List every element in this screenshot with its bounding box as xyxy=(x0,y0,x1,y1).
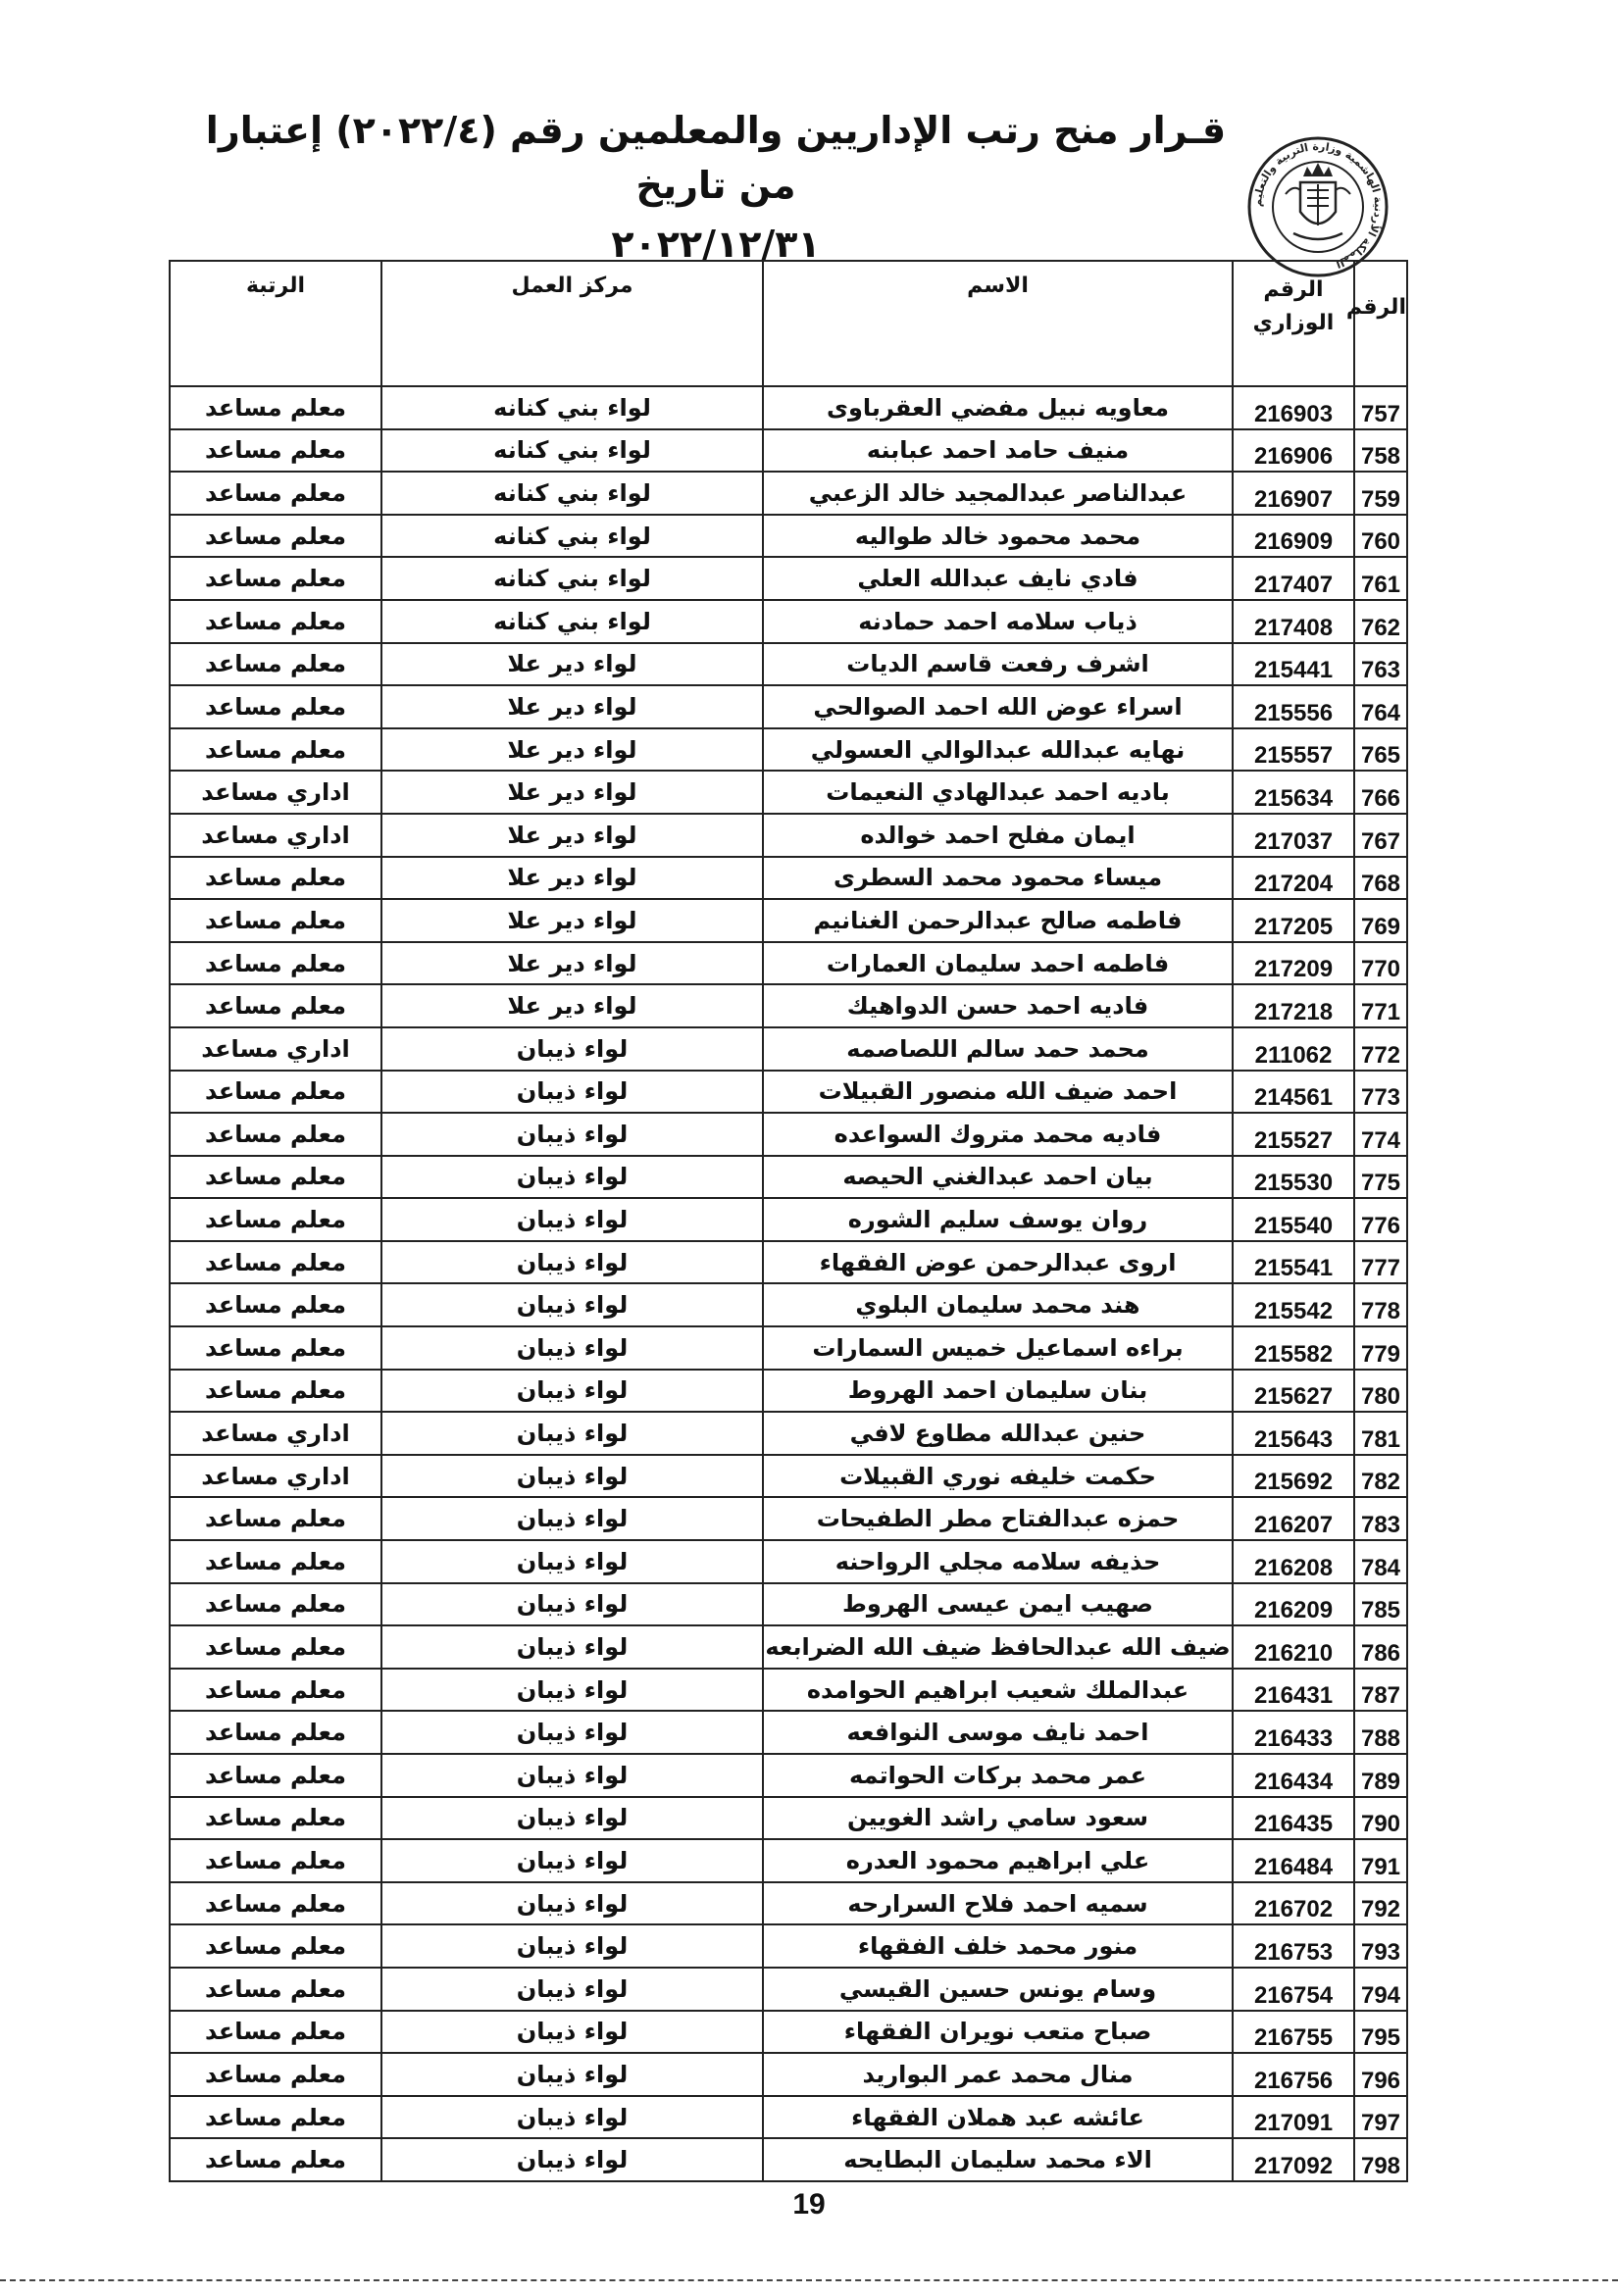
page-number: 19 xyxy=(792,2188,826,2221)
table-row xyxy=(170,1625,1407,1669)
row-name: فاطمه احمد سليمان العمارات xyxy=(763,942,1233,985)
table-row xyxy=(170,1370,1407,1413)
table-row xyxy=(170,685,1407,728)
row-rank: معلم مساعد xyxy=(170,2138,381,2181)
row-name: منور محمد خلف الفقهاء xyxy=(763,1924,1233,1968)
row-work-center: لواء ذيبان xyxy=(381,1241,763,1284)
row-rank: معلم مساعد xyxy=(170,2096,381,2139)
row-seq: 779 xyxy=(1354,1326,1407,1370)
row-name: ضيف الله عبدالحافظ ضيف الله الضرابعه xyxy=(763,1625,1233,1669)
row-rank: معلم مساعد xyxy=(170,1370,381,1413)
row-ministry-number: 215441 xyxy=(1233,643,1354,686)
row-rank: معلم مساعد xyxy=(170,942,381,985)
row-ministry-number: 216433 xyxy=(1233,1711,1354,1754)
emblem-ring-text: المملكة الأردنية الهاشمية وزارة التربية والتعليم xyxy=(1250,139,1386,271)
row-seq: 774 xyxy=(1354,1113,1407,1156)
row-seq: 761 xyxy=(1354,557,1407,600)
row-rank: معلم مساعد xyxy=(170,1326,381,1370)
row-seq: 785 xyxy=(1354,1583,1407,1626)
row-name: علي ابراهيم محمود العدره xyxy=(763,1839,1233,1882)
row-work-center: لواء دير علا xyxy=(381,643,763,686)
row-ministry-number: 216756 xyxy=(1233,2053,1354,2096)
row-seq: 765 xyxy=(1354,728,1407,772)
row-name: روان يوسف سليم الشوره xyxy=(763,1198,1233,1241)
footer-divider xyxy=(0,2279,1618,2281)
row-work-center: لواء ذيبان xyxy=(381,1113,763,1156)
row-name: وسام يونس حسين القيسي xyxy=(763,1968,1233,2011)
row-rank: اداري مساعد xyxy=(170,1027,381,1071)
row-name: منيف حامد احمد عبابنه xyxy=(763,429,1233,473)
row-name: اروى عبدالرحمن عوض الفقهاء xyxy=(763,1241,1233,1284)
row-work-center: لواء دير علا xyxy=(381,942,763,985)
row-seq: 762 xyxy=(1354,600,1407,643)
row-name: معاويه نبيل مفضي العقرباوى xyxy=(763,386,1233,429)
row-rank: معلم مساعد xyxy=(170,386,381,429)
row-ministry-number: 217091 xyxy=(1233,2096,1354,2139)
row-seq: 794 xyxy=(1354,1968,1407,2011)
row-ministry-number: 217209 xyxy=(1233,942,1354,985)
row-name: بيان احمد عبدالغني الحيصه xyxy=(763,1156,1233,1199)
row-seq: 769 xyxy=(1354,899,1407,942)
title-line-2-date: ٢٠٢٢/١٢/٣١ xyxy=(611,223,821,266)
table-row xyxy=(170,643,1407,686)
row-work-center: لواء ذيبان xyxy=(381,1071,763,1114)
table-row xyxy=(170,2053,1407,2096)
row-ministry-number: 216210 xyxy=(1233,1625,1354,1669)
row-work-center: لواء ذيبان xyxy=(381,1968,763,2011)
row-ministry-number: 215541 xyxy=(1233,1241,1354,1284)
row-ministry-number: 217205 xyxy=(1233,899,1354,942)
row-rank: اداري مساعد xyxy=(170,814,381,857)
table-row xyxy=(170,429,1407,473)
document-title xyxy=(196,103,1236,272)
row-ministry-number: 216753 xyxy=(1233,1924,1354,1968)
row-rank: معلم مساعد xyxy=(170,472,381,515)
row-work-center: لواء دير علا xyxy=(381,728,763,772)
promotions-table xyxy=(169,260,1408,2182)
table-row xyxy=(170,1540,1407,1583)
row-name: باديه احمد عبدالهادي النعيمات xyxy=(763,771,1233,814)
row-work-center: لواء ذيبان xyxy=(381,1540,763,1583)
row-seq: 783 xyxy=(1354,1497,1407,1540)
row-ministry-number: 215627 xyxy=(1233,1370,1354,1413)
row-name: عبدالناصر عبدالمجيد خالد الزعبي xyxy=(763,472,1233,515)
row-work-center: لواء ذيبان xyxy=(381,1882,763,1925)
row-rank: معلم مساعد xyxy=(170,429,381,473)
header-work-center: مركز العمل xyxy=(381,261,763,386)
row-seq: 782 xyxy=(1354,1455,1407,1498)
row-work-center: لواء دير علا xyxy=(381,984,763,1027)
row-name: عمر محمد بركات الحواتمه xyxy=(763,1754,1233,1797)
row-seq: 786 xyxy=(1354,1625,1407,1669)
row-ministry-number: 216755 xyxy=(1233,2011,1354,2054)
ministry-emblem-icon xyxy=(1246,135,1390,278)
table-row xyxy=(170,1455,1407,1498)
row-work-center: لواء ذيبان xyxy=(381,1711,763,1754)
table-row xyxy=(170,771,1407,814)
table-row xyxy=(170,1198,1407,1241)
table-body xyxy=(170,386,1407,2181)
row-ministry-number: 214561 xyxy=(1233,1071,1354,1114)
row-name: اشرف رفعت قاسم الديات xyxy=(763,643,1233,686)
row-ministry-number: 215643 xyxy=(1233,1412,1354,1455)
header-seq: الرقم xyxy=(1354,261,1407,386)
row-work-center: لواء ذيبان xyxy=(381,1583,763,1626)
table-row xyxy=(170,1412,1407,1455)
row-seq: 766 xyxy=(1354,771,1407,814)
row-seq: 772 xyxy=(1354,1027,1407,1071)
row-name: صباح متعب نويران الفقهاء xyxy=(763,2011,1233,2054)
row-rank: معلم مساعد xyxy=(170,1711,381,1754)
header-name: الاسم xyxy=(763,261,1233,386)
row-seq: 793 xyxy=(1354,1924,1407,1968)
row-name: محمد حمد سالم اللصاصمه xyxy=(763,1027,1233,1071)
row-ministry-number: 216431 xyxy=(1233,1669,1354,1712)
row-ministry-number: 215582 xyxy=(1233,1326,1354,1370)
row-rank: معلم مساعد xyxy=(170,685,381,728)
row-seq: 764 xyxy=(1354,685,1407,728)
table-row xyxy=(170,472,1407,515)
row-name: ايمان مفلح احمد خوالده xyxy=(763,814,1233,857)
row-work-center: لواء بني كنانه xyxy=(381,557,763,600)
table-row xyxy=(170,1071,1407,1114)
row-work-center: لواء ذيبان xyxy=(381,1669,763,1712)
row-seq: 784 xyxy=(1354,1540,1407,1583)
row-name: فادي نايف عبدالله العلي xyxy=(763,557,1233,600)
row-work-center: لواء ذيبان xyxy=(381,1412,763,1455)
row-ministry-number: 215556 xyxy=(1233,685,1354,728)
row-ministry-number: 215692 xyxy=(1233,1455,1354,1498)
row-rank: معلم مساعد xyxy=(170,1669,381,1712)
table-row xyxy=(170,1968,1407,2011)
row-seq: 768 xyxy=(1354,857,1407,900)
table-row xyxy=(170,1797,1407,1840)
row-work-center: لواء ذيبان xyxy=(381,2096,763,2139)
row-name: الاء محمد سليمان البطايحه xyxy=(763,2138,1233,2181)
row-name: صهيب ايمن عيسى الهروط xyxy=(763,1583,1233,1626)
row-ministry-number: 217204 xyxy=(1233,857,1354,900)
row-work-center: لواء ذيبان xyxy=(381,1370,763,1413)
title-line-1: قـرار منح رتب الإداريين والمعلمين رقم (٢٠٢٢/٤) إعتبارا من تاريخ xyxy=(205,109,1227,207)
table-row xyxy=(170,557,1407,600)
row-ministry-number: 215540 xyxy=(1233,1198,1354,1241)
row-rank: معلم مساعد xyxy=(170,1156,381,1199)
row-work-center: لواء ذيبان xyxy=(381,1027,763,1071)
table-row xyxy=(170,2011,1407,2054)
header-ministry-number: الرقم الوزاري xyxy=(1233,261,1354,386)
row-work-center: لواء بني كنانه xyxy=(381,515,763,558)
table-row xyxy=(170,1882,1407,1925)
row-name: محمد محمود خالد طواليه xyxy=(763,515,1233,558)
row-ministry-number: 216754 xyxy=(1233,1968,1354,2011)
row-seq: 759 xyxy=(1354,472,1407,515)
row-rank: معلم مساعد xyxy=(170,1968,381,2011)
row-rank: معلم مساعد xyxy=(170,1625,381,1669)
row-name: حذيفه سلامه مجلي الرواحنه xyxy=(763,1540,1233,1583)
row-name: حنين عبدالله مطاوع لافي xyxy=(763,1412,1233,1455)
table-row xyxy=(170,515,1407,558)
row-seq: 795 xyxy=(1354,2011,1407,2054)
header-rank: الرتبة xyxy=(170,261,381,386)
row-seq: 797 xyxy=(1354,2096,1407,2139)
table-row xyxy=(170,814,1407,857)
row-name: هند محمد سليمان البلوي xyxy=(763,1283,1233,1326)
row-rank: اداري مساعد xyxy=(170,1455,381,1498)
row-seq: 790 xyxy=(1354,1797,1407,1840)
row-seq: 781 xyxy=(1354,1412,1407,1455)
row-seq: 789 xyxy=(1354,1754,1407,1797)
row-work-center: لواء دير علا xyxy=(381,899,763,942)
row-seq: 798 xyxy=(1354,2138,1407,2181)
row-seq: 760 xyxy=(1354,515,1407,558)
row-name: ميساء محمود محمد السطرى xyxy=(763,857,1233,900)
row-name: عائشه عبد هملان الفقهاء xyxy=(763,2096,1233,2139)
table-row xyxy=(170,1326,1407,1370)
row-seq: 776 xyxy=(1354,1198,1407,1241)
row-name: حمزه عبدالفتاح مطر الطفيحات xyxy=(763,1497,1233,1540)
row-ministry-number: 216435 xyxy=(1233,1797,1354,1840)
row-name: عبدالملك شعيب ابراهيم الحوامده xyxy=(763,1669,1233,1712)
row-seq: 796 xyxy=(1354,2053,1407,2096)
row-work-center: لواء ذيبان xyxy=(381,1455,763,1498)
row-work-center: لواء ذيبان xyxy=(381,1198,763,1241)
table-row xyxy=(170,728,1407,772)
row-ministry-number: 211062 xyxy=(1233,1027,1354,1071)
row-ministry-number: 216208 xyxy=(1233,1540,1354,1583)
row-rank: معلم مساعد xyxy=(170,643,381,686)
row-work-center: لواء بني كنانه xyxy=(381,600,763,643)
row-seq: 758 xyxy=(1354,429,1407,473)
row-work-center: لواء ذيبان xyxy=(381,1156,763,1199)
row-ministry-number: 217218 xyxy=(1233,984,1354,1027)
row-seq: 787 xyxy=(1354,1669,1407,1712)
row-work-center: لواء ذيبان xyxy=(381,2053,763,2096)
table-row xyxy=(170,1583,1407,1626)
table-row xyxy=(170,386,1407,429)
row-ministry-number: 216906 xyxy=(1233,429,1354,473)
row-rank: معلم مساعد xyxy=(170,2011,381,2054)
row-rank: معلم مساعد xyxy=(170,1882,381,1925)
table-row xyxy=(170,1669,1407,1712)
row-ministry-number: 217408 xyxy=(1233,600,1354,643)
row-rank: معلم مساعد xyxy=(170,728,381,772)
row-name: اسراء عوض الله احمد الصوالحي xyxy=(763,685,1233,728)
row-rank: معلم مساعد xyxy=(170,557,381,600)
table-row xyxy=(170,1241,1407,1284)
table-row xyxy=(170,1027,1407,1071)
row-work-center: لواء بني كنانه xyxy=(381,386,763,429)
row-name: بنان سليمان احمد الهروط xyxy=(763,1370,1233,1413)
row-ministry-number: 215542 xyxy=(1233,1283,1354,1326)
row-seq: 757 xyxy=(1354,386,1407,429)
row-work-center: لواء دير علا xyxy=(381,685,763,728)
table-row xyxy=(170,1839,1407,1882)
row-ministry-number: 215634 xyxy=(1233,771,1354,814)
row-work-center: لواء ذيبان xyxy=(381,1625,763,1669)
row-rank: معلم مساعد xyxy=(170,1283,381,1326)
table-row xyxy=(170,857,1407,900)
row-name: نهايه عبدالله عبدالوالي العسولي xyxy=(763,728,1233,772)
row-name: ذياب سلامه احمد حمادنه xyxy=(763,600,1233,643)
row-name: براءه اسماعيل خميس السمارات xyxy=(763,1326,1233,1370)
row-rank: اداري مساعد xyxy=(170,771,381,814)
row-seq: 780 xyxy=(1354,1370,1407,1413)
row-ministry-number: 215530 xyxy=(1233,1156,1354,1199)
row-work-center: لواء ذيبان xyxy=(381,1797,763,1840)
table-row xyxy=(170,984,1407,1027)
row-rank: معلم مساعد xyxy=(170,1839,381,1882)
row-name: فاديه محمد متروك السواعده xyxy=(763,1113,1233,1156)
row-rank: معلم مساعد xyxy=(170,899,381,942)
row-work-center: لواء ذيبان xyxy=(381,2011,763,2054)
table-row xyxy=(170,1924,1407,1968)
row-ministry-number: 216434 xyxy=(1233,1754,1354,1797)
row-work-center: لواء ذيبان xyxy=(381,1839,763,1882)
row-rank: معلم مساعد xyxy=(170,984,381,1027)
row-ministry-number: 216903 xyxy=(1233,386,1354,429)
table-row xyxy=(170,2138,1407,2181)
row-ministry-number: 216907 xyxy=(1233,472,1354,515)
row-work-center: لواء ذيبان xyxy=(381,1326,763,1370)
row-work-center: لواء ذيبان xyxy=(381,1497,763,1540)
row-seq: 775 xyxy=(1354,1156,1407,1199)
row-name: حكمت خليفه نوري القبيلات xyxy=(763,1455,1233,1498)
row-seq: 763 xyxy=(1354,643,1407,686)
row-name: سعود سامي راشد الغويين xyxy=(763,1797,1233,1840)
row-seq: 777 xyxy=(1354,1241,1407,1284)
row-ministry-number: 216702 xyxy=(1233,1882,1354,1925)
row-ministry-number: 216207 xyxy=(1233,1497,1354,1540)
row-ministry-number: 216909 xyxy=(1233,515,1354,558)
row-ministry-number: 217037 xyxy=(1233,814,1354,857)
table-row xyxy=(170,1113,1407,1156)
row-seq: 770 xyxy=(1354,942,1407,985)
row-work-center: لواء دير علا xyxy=(381,771,763,814)
row-rank: معلم مساعد xyxy=(170,2053,381,2096)
row-work-center: لواء بني كنانه xyxy=(381,429,763,473)
table-row xyxy=(170,2096,1407,2139)
row-seq: 773 xyxy=(1354,1071,1407,1114)
row-ministry-number: 216484 xyxy=(1233,1839,1354,1882)
row-rank: معلم مساعد xyxy=(170,1198,381,1241)
table-row xyxy=(170,600,1407,643)
row-ministry-number: 217407 xyxy=(1233,557,1354,600)
table-row xyxy=(170,1283,1407,1326)
row-name: فاطمه صالح عبدالرحمن الغنانيم xyxy=(763,899,1233,942)
row-ministry-number: 215557 xyxy=(1233,728,1354,772)
row-work-center: لواء ذيبان xyxy=(381,1924,763,1968)
row-work-center: لواء دير علا xyxy=(381,814,763,857)
row-work-center: لواء بني كنانه xyxy=(381,472,763,515)
row-work-center: لواء ذيبان xyxy=(381,1283,763,1326)
row-rank: معلم مساعد xyxy=(170,1754,381,1797)
row-name: منال محمد عمر البواريد xyxy=(763,2053,1233,2096)
table-row xyxy=(170,942,1407,985)
row-seq: 788 xyxy=(1354,1711,1407,1754)
row-rank: معلم مساعد xyxy=(170,857,381,900)
row-rank: معلم مساعد xyxy=(170,1113,381,1156)
table-row xyxy=(170,1711,1407,1754)
row-seq: 778 xyxy=(1354,1283,1407,1326)
row-rank: معلم مساعد xyxy=(170,515,381,558)
row-ministry-number: 217092 xyxy=(1233,2138,1354,2181)
row-seq: 767 xyxy=(1354,814,1407,857)
row-ministry-number: 215527 xyxy=(1233,1113,1354,1156)
row-name: سميه احمد فلاح السرارحه xyxy=(763,1882,1233,1925)
table-row xyxy=(170,899,1407,942)
row-work-center: لواء ذيبان xyxy=(381,2138,763,2181)
row-name: فاديه احمد حسن الدواهيك xyxy=(763,984,1233,1027)
row-seq: 792 xyxy=(1354,1882,1407,1925)
row-name: احمد نايف موسى النوافعه xyxy=(763,1711,1233,1754)
table-row xyxy=(170,1754,1407,1797)
row-name: احمد ضيف الله منصور القبيلات xyxy=(763,1071,1233,1114)
row-rank: معلم مساعد xyxy=(170,600,381,643)
row-rank: معلم مساعد xyxy=(170,1497,381,1540)
row-work-center: لواء ذيبان xyxy=(381,1754,763,1797)
table-row xyxy=(170,1497,1407,1540)
row-rank: معلم مساعد xyxy=(170,1241,381,1284)
table-row xyxy=(170,1156,1407,1199)
row-rank: معلم مساعد xyxy=(170,1071,381,1114)
row-rank: معلم مساعد xyxy=(170,1540,381,1583)
table-header-row xyxy=(170,261,1407,386)
row-seq: 791 xyxy=(1354,1839,1407,1882)
row-seq: 771 xyxy=(1354,984,1407,1027)
row-ministry-number: 216209 xyxy=(1233,1583,1354,1626)
row-rank: اداري مساعد xyxy=(170,1412,381,1455)
row-rank: معلم مساعد xyxy=(170,1924,381,1968)
row-rank: معلم مساعد xyxy=(170,1797,381,1840)
row-work-center: لواء دير علا xyxy=(381,857,763,900)
row-rank: معلم مساعد xyxy=(170,1583,381,1626)
